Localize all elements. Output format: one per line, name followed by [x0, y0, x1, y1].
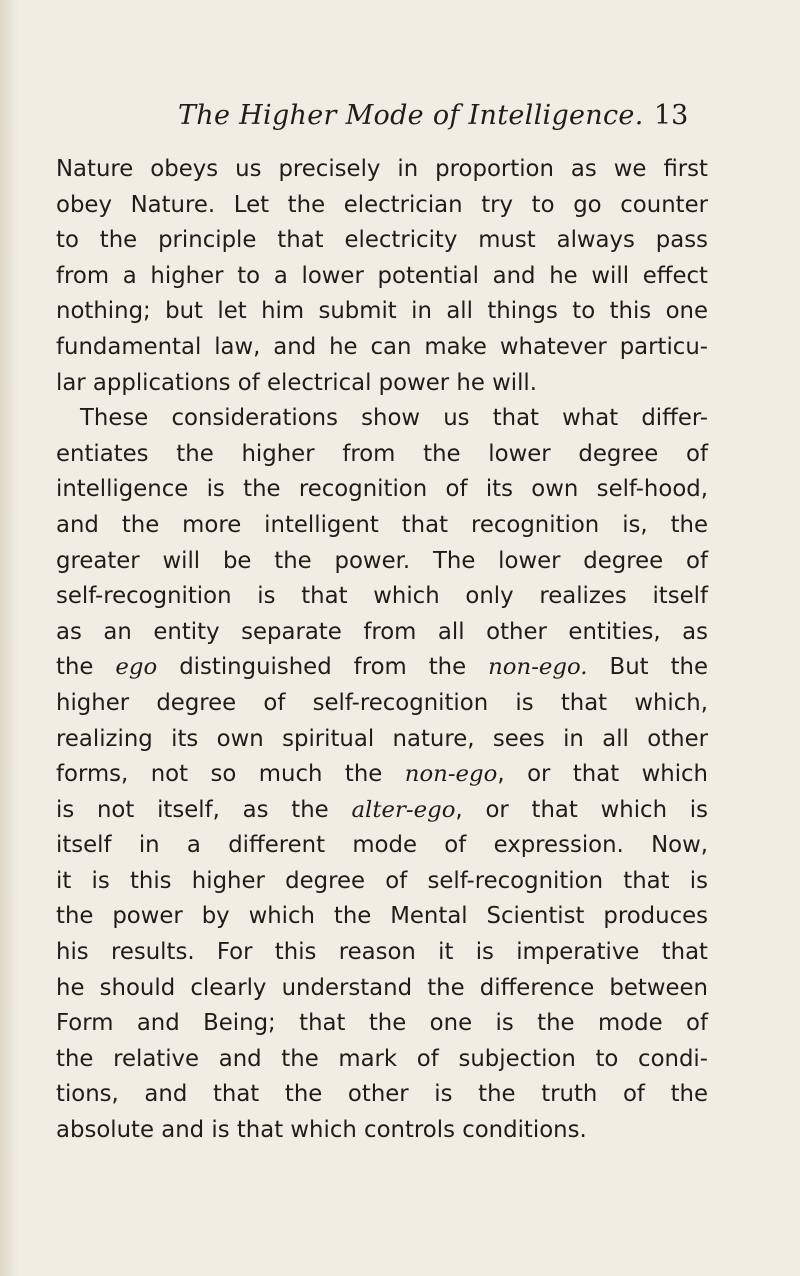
- text-line: realizing its own spiritual nature, sees in all other: [56, 725, 708, 752]
- text-line: the relative and the mark of subjection to condi-: [56, 1045, 708, 1072]
- running-head: [0, 100, 800, 140]
- text-line: from a higher to a lower potential and he will effect: [56, 262, 708, 289]
- text-line: [56, 650, 708, 686]
- text-line: itself in a different mode of expression. Now,: [56, 832, 708, 859]
- page-number: 13: [654, 100, 689, 131]
- text-line: These considerations show us that what differ-: [80, 405, 708, 432]
- text-run: the: [56, 654, 116, 681]
- text-line: Form and Being; that the one is the mode of: [56, 1010, 708, 1037]
- text-line: higher degree of self-recognition is that which,: [56, 689, 708, 716]
- text-run: is not itself, as the: [56, 796, 352, 823]
- running-title: The Higher Mode of Intelligence.: [178, 100, 644, 131]
- text-line: lar applications of electrical power he will.: [56, 369, 537, 396]
- text-run: distinguished from the: [157, 654, 489, 681]
- text-run: But the: [587, 654, 708, 681]
- text-line: the power by which the Mental Scientist produces: [56, 903, 708, 930]
- text-line: he should clearly understand the difference between: [56, 974, 708, 1001]
- text-line: greater will be the power. The lower degree of: [56, 547, 708, 574]
- text-run: , or that which: [497, 761, 709, 788]
- italic-term-non-ego: non-ego: [404, 761, 498, 788]
- text-line: tions, and that the other is the truth of the: [56, 1081, 708, 1108]
- text-run: , or that which is: [455, 796, 709, 823]
- text-line: fundamental law, and he can make whatever particu-: [56, 333, 708, 360]
- text-line: obey Nature. Let the electrician try to go counter: [56, 191, 708, 218]
- paragraph-2: [56, 401, 708, 1148]
- text-line: entiates the higher from the lower degree of: [56, 440, 708, 467]
- paragraph-1: [56, 152, 708, 401]
- text-line: and the more intelligent that recognition is, the: [56, 511, 708, 538]
- text-line: nothing; but let him submit in all things to this one: [56, 298, 708, 325]
- text-line: [56, 757, 708, 793]
- text-line: Nature obeys us precisely in proportion as we first: [56, 156, 708, 182]
- text-line: to the principle that electricity must always pass: [56, 227, 708, 254]
- text-line: intelligence is the recognition of its own self-hood,: [56, 476, 708, 503]
- body-text: [56, 152, 708, 1149]
- text-line: absolute and is that which controls conditions.: [56, 1117, 587, 1144]
- italic-term-non-ego: non-ego.: [488, 654, 588, 681]
- text-line: his results. For this reason it is imperative that: [56, 939, 708, 966]
- text-line: [56, 793, 708, 829]
- text-line: it is this higher degree of self-recognition that is: [56, 867, 708, 894]
- italic-term-ego: ego: [115, 654, 158, 681]
- text-line: self-recognition is that which only realizes itself: [56, 583, 708, 610]
- text-line: as an entity separate from all other entities, as: [56, 618, 708, 645]
- text-run: forms, not so much the: [56, 761, 405, 788]
- italic-term-alter-ego: alter-ego: [351, 796, 456, 823]
